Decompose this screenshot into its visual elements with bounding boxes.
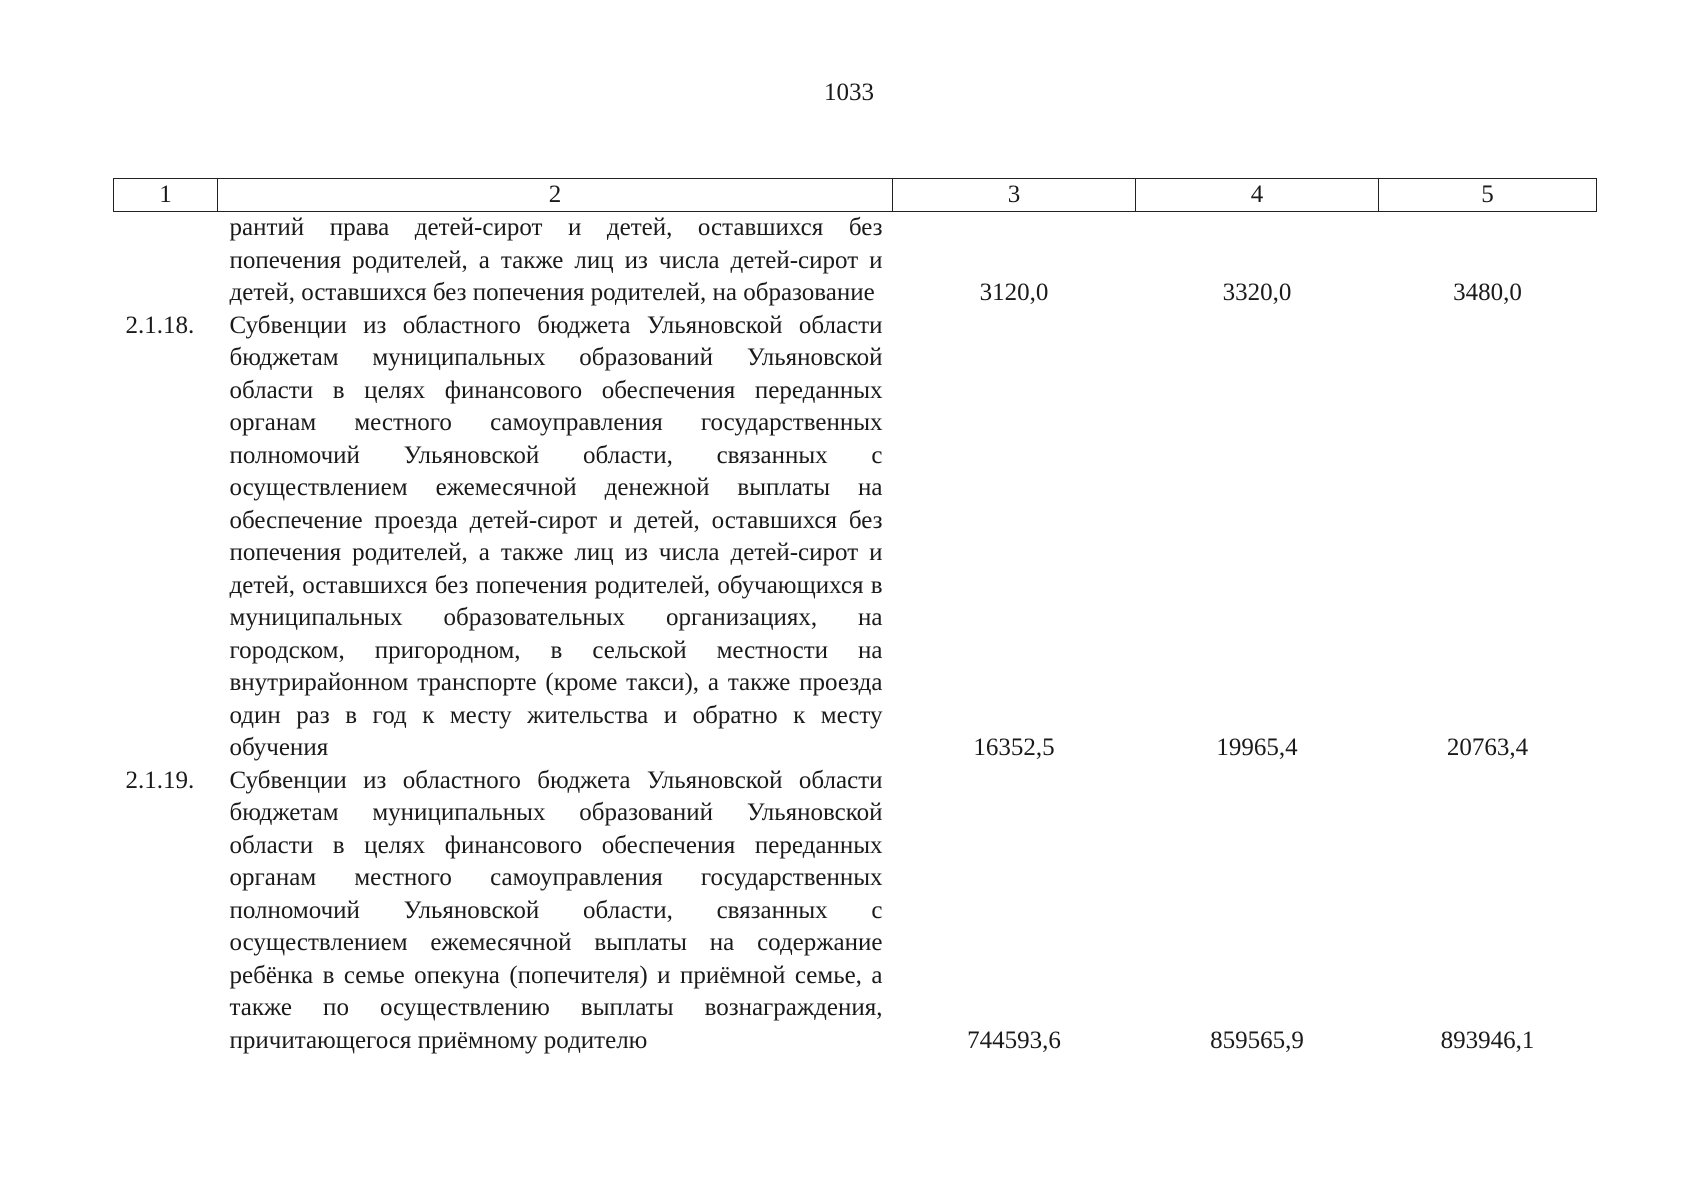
table-header-row bbox=[114, 179, 1597, 212]
page-number: 1033 bbox=[824, 79, 874, 106]
row-value-col3: 16352,5 bbox=[973, 734, 1055, 761]
column-header-3: 3 bbox=[893, 179, 1136, 212]
row-description: Субвенции из областного бюджета Ульяновской области бюджетам муниципальных образований Ульяновской области в целях финансового обеспечения переданных органам местного самоуправления государственных полномочий Ульяновской области, связанных с осуществлением ежемесячной выплаты на содержание ребёнка в семье опекуна (попечителя) и приёмной семье, а также по осуществлению выплаты вознаграждения, причитающегося приёмному родителю bbox=[229, 766, 883, 1054]
row-value-col5: 893946,1 bbox=[1440, 1026, 1535, 1054]
row-value-col5: 3480,0 bbox=[1453, 279, 1522, 306]
row-description: рантий права детей-сирот и детей, оставшихся без попечения родителей, а также лиц из числа детей-сирот и детей, оставшихся без попечения родителей, на образование bbox=[229, 214, 883, 306]
row-value-col3: 744593,6 bbox=[967, 1026, 1061, 1054]
column-header-4: 4 bbox=[1136, 179, 1379, 212]
row-number: 2.1.18. bbox=[125, 311, 195, 339]
row-value-col5: 20763,4 bbox=[1446, 734, 1529, 761]
row-number: 2.1.19. bbox=[125, 766, 195, 794]
table-row bbox=[114, 212, 1597, 310]
budget-table bbox=[113, 178, 1597, 1057]
row-number bbox=[114, 212, 218, 310]
row-value-col4: 19965,4 bbox=[1216, 734, 1298, 761]
row-value-col3: 3120,0 bbox=[979, 279, 1049, 306]
table-row bbox=[114, 310, 1597, 765]
column-header-5: 5 bbox=[1379, 179, 1597, 212]
column-header-1: 1 bbox=[114, 179, 218, 212]
column-header-2: 2 bbox=[218, 179, 893, 212]
row-description: Субвенции из областного бюджета Ульяновской области бюджетам муниципальных образований Ульяновской области в целях финансового обеспечения переданных органам местного самоуправления государственных полномочий Ульяновской области, связанных с осуществлением ежемесячной денежной выплаты на обеспечение проезда детей-сирот и детей, оставшихся без попечения родителей, а также лиц из числа детей-сирот и детей, оставшихся без попечения родителей, обучающихся в муниципальных образовательных организациях, на городском, пригородном, в сельской местности на внутрирайонном транспорте (кроме такси), а также проезда один раз в год к месту жительства и обратно к месту обучения bbox=[229, 311, 883, 761]
table-row bbox=[114, 765, 1597, 1058]
row-value-col4: 3320,0 bbox=[1222, 279, 1292, 306]
row-value-col4: 859565,9 bbox=[1210, 1026, 1304, 1054]
